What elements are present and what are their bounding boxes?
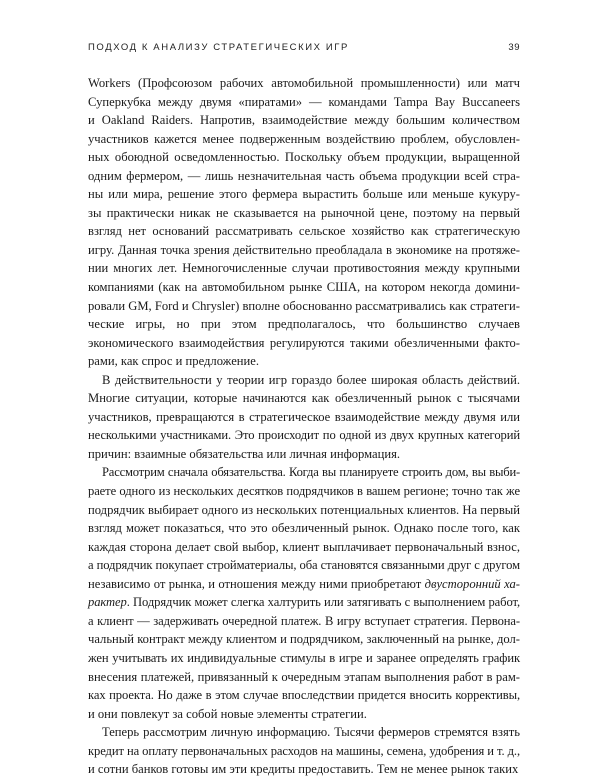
text-line: ны или мира, решение этого фермера вырастить больше или меньше кукуру- <box>88 187 520 202</box>
text-line: рами, как спрос и предложение. <box>88 354 260 369</box>
emphasis: двусторонний ха- <box>424 576 520 591</box>
text-line: Теперь рассмотрим личную информацию. Тысячи фермеров стремятся взять <box>102 725 520 740</box>
paragraph <box>88 371 520 464</box>
paragraph <box>88 723 520 779</box>
text-line: Суперкубка между двумя «пиратами» — командами Tampa Bay Buccaneers <box>88 94 520 109</box>
text-line: жен учитывать их индивидуальные стимулы в игре и заранее определять график <box>88 650 520 665</box>
text-line: взгляд нет оснований рассматривать сельское хозяйство как стратегическую <box>88 224 520 239</box>
text-line: Workers (Профсоюзом рабочих автомобильной промышленности) или матч <box>88 76 520 90</box>
text-line: участников кажется менее подверженным воздействию проблем, обусловлен- <box>88 131 520 146</box>
text-line: подрядчик выбирает одного из нескольких потенциальных клиентов. На первый <box>88 502 520 517</box>
text-line: Многие ситуации, которые начинаются как обезличенный рынок с тысячами <box>88 391 520 406</box>
emphasis: рактер <box>88 595 127 610</box>
text-line: а клиент — задерживать очередной платеж. В игру вступает стратегия. Первона- <box>88 613 520 628</box>
text-line: каждая сторона делает свой выбор, клиент выплачивает первоначальный взнос, <box>88 539 520 554</box>
text-line: В действительности у теории игр гораздо более широкая область действий. <box>102 372 520 387</box>
text-line: внесения платежей, привязанный к очередным этапам выполнения работ в рам- <box>88 669 520 684</box>
text-line: ческие игры, но при этом предполагалось, что большинство случаев <box>88 317 520 332</box>
text-line: и сотни банков готовы им эти кредиты предоставить. Тем не менее рынок таких <box>88 762 519 777</box>
paragraph <box>88 463 520 723</box>
text-line: экономического взаимодействия регулируются такими обезличенными факто- <box>88 335 520 350</box>
text-line: участников, превращаются в стратегическое взаимодействие между двумя или <box>88 409 520 424</box>
text-line: взгляд может показаться, что это обезличенный рынок. Однако после того, как <box>88 521 520 536</box>
paragraph <box>88 74 520 371</box>
text-line: нии многих лет. Немногочисленные случаи противостояния между крупными <box>88 261 520 276</box>
text-line: компаниями (как на автомобильном рынке США, на котором некогда домини- <box>88 280 520 295</box>
text-line: причин: взаимные обязательства или личная информация. <box>88 446 401 461</box>
text-line: чальный контракт между клиентом и подрядчиком, заключенный на рынке, дол- <box>88 632 520 647</box>
text-line: и они повлекут за собой новые элементы стратегии. <box>88 706 367 721</box>
text-line: несколькими участниками. Это происходит по одной из двух крупных категорий <box>88 428 520 443</box>
body-text <box>88 74 520 779</box>
text-line: ровали GM, Ford и Chrysler) вполне обоснованно рассматривались как стратеги- <box>88 298 520 313</box>
text-line: ках проекта. Но даже в этом случае впоследствии придется вносить коррективы, <box>88 688 520 703</box>
running-header <box>88 42 520 56</box>
text-line: и Oakland Raiders. Напротив, взаимодействие между большим количеством <box>88 113 520 128</box>
text-line: одним фермером, — лишь незначительная часть объема продукции всей стра- <box>88 168 520 183</box>
text-line: кредит на оплату первоначальных расходов на машины, семена, удобрения и т. д., <box>88 743 520 758</box>
running-head-title: ПОДХОД К АНАЛИЗУ СТРАТЕГИЧЕСКИХ ИГР <box>88 42 349 53</box>
text-line: Рассмотрим сначала обязательства. Когда вы планируете строить дом, вы выби- <box>102 465 520 480</box>
page-number: 39 <box>508 42 520 53</box>
text-line: зы практически никак не сказывается на рыночной цене, поэтому на первый <box>88 205 520 220</box>
text-line: независимо от рынка, и отношения между ними приобретают двусторонний ха- <box>88 576 520 591</box>
text-line: а подрядчик покупает стройматериалы, оба становятся связанными друг с другом <box>88 558 520 573</box>
text-line: рактер. Подрядчик может слегка халтурить или затягивать с выполнением работ, <box>88 595 520 610</box>
text-line: игру. Данная точка зрения действительно преобладала в экономике на протяже- <box>88 242 520 257</box>
text-line: ных обоюдной осведомленностью. Поскольку объем продукции, выращенной <box>88 150 520 165</box>
text-line: раете одного из нескольких десятков подрядчиков в вашем регионе; точно так же <box>88 484 520 499</box>
